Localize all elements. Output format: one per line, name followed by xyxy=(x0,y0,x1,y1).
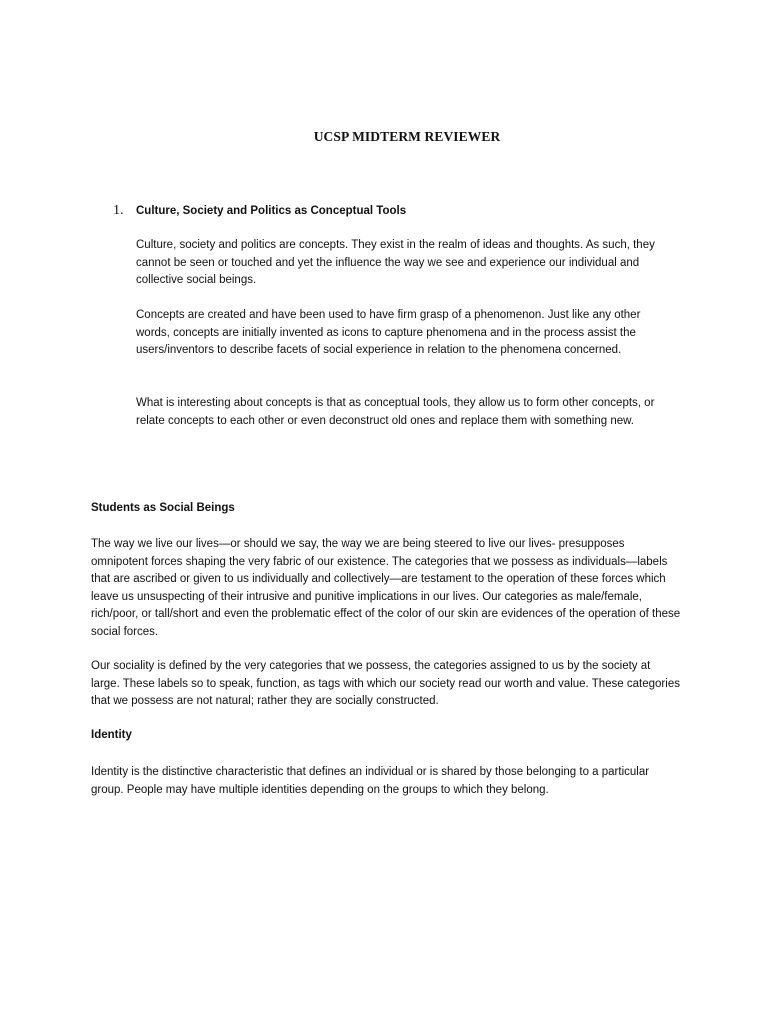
list-number: 1. xyxy=(113,203,124,218)
section-heading-identity: Identity xyxy=(91,729,132,741)
paragraph-concepts-created: Concepts are created and have been used to have firm grasp of a phenomenon. Just like any other words, concepts are initially invented as icons to capture phenomena and in the process assist the users/inventors to describe facets of social experience in relation to the phenomena concerned. xyxy=(136,309,641,356)
paragraph-sociality: Our sociality is defined by the very categories that we possess, the categories assigned to us by the society at large. These labels so to speak, function, as tags with which our society read our worth and value. These categories that we possess are not natural; rather they are socially constructed. xyxy=(91,660,680,707)
document-title: UCSP MIDTERM REVIEWER xyxy=(313,129,501,144)
paragraph-identity: Identity is the distinctive characteristic that defines an individual or is shared by those belonging to a particular group. People may have multiple identities depending on the groups to which they belong. xyxy=(91,766,650,796)
section-heading-conceptual-tools: Culture, Society and Politics as Conceptual Tools xyxy=(136,205,407,217)
section-heading-students: Students as Social Beings xyxy=(91,502,235,514)
paragraph-culture-concepts: Culture, society and politics are concepts. They exist in the realm of ideas and thoughts. As such, they cannot be seen or touched and yet the influence the way we see and experience our individual and collective social beings. xyxy=(136,239,655,286)
paragraph-conceptual-tools: What is interesting about concepts is that as conceptual tools, they allow us to form other concepts, or relate concepts to each other or even deconstruct old ones and replace them with something new. xyxy=(136,397,655,427)
paragraph-students-forces: The way we live our lives—or should we say, the way we are being steered to live our lives- presupposes omnipotent forces shaping the very fabric of our existence. The categories that we possess as individuals—labels that are ascribed or given to us individually and collectively—are testament to the operation of these forces which leave us unsuspecting of their intrusive and punitive implications in our lives. Our categories as male/female, rich/poor, or tall/short and even the problematic effect of the color of our skin are evidences of the operation of these social forces. xyxy=(91,538,681,638)
